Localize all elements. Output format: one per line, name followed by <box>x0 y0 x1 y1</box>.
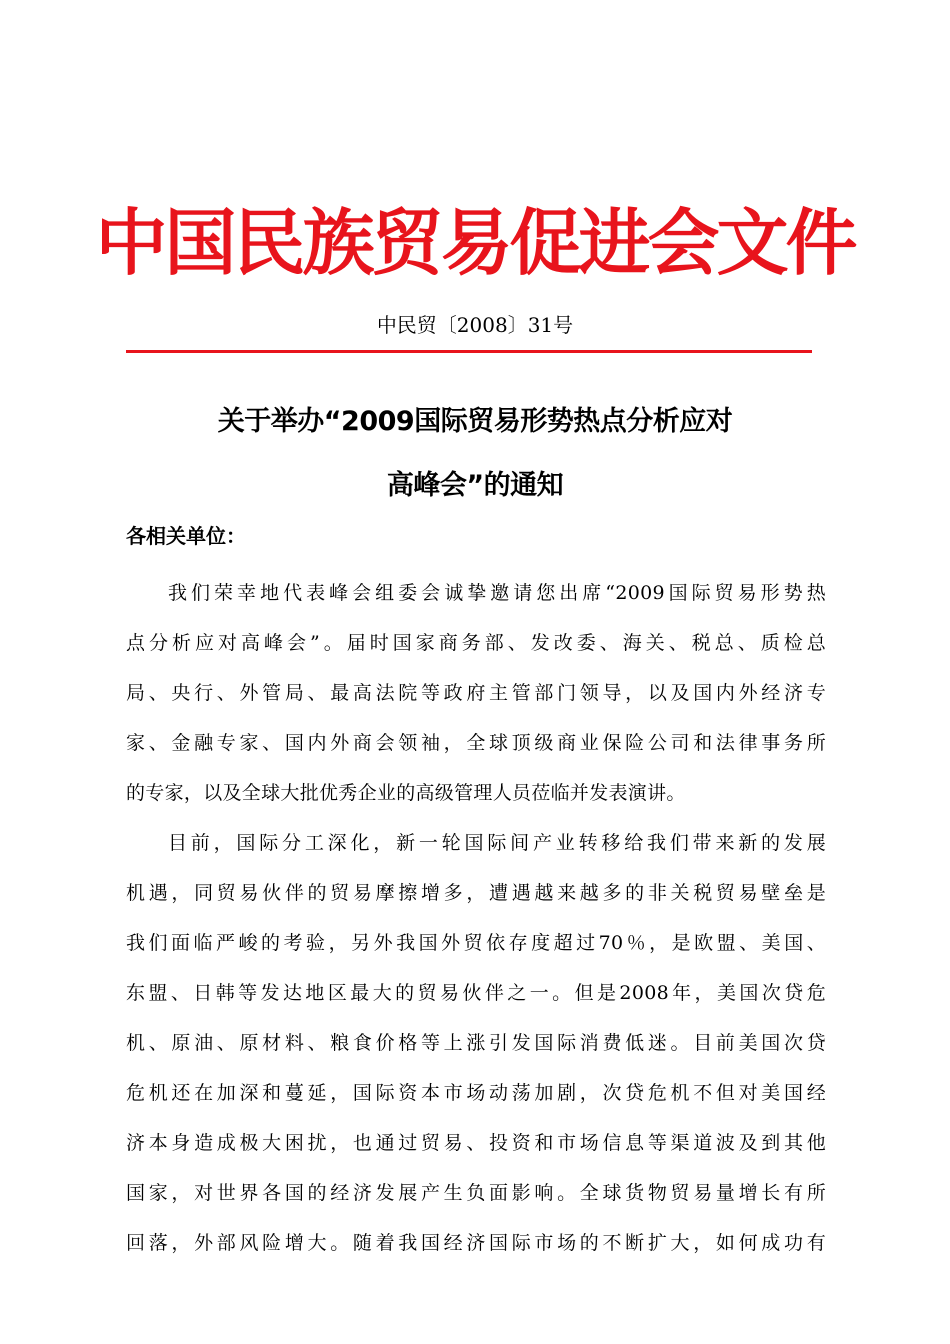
document-number: 中民贸〔2008〕31号 <box>376 313 574 337</box>
header-divider-rule <box>126 350 812 353</box>
body-paragraph-1 <box>126 568 826 818</box>
paragraph-line: 点分析应对高峰会”。届时国家商务部、发改委、海关、税总、质检总 <box>126 632 826 654</box>
paragraph-line: 机、原油、原材料、粮食价格等上涨引发国际消费低迷。目前美国次贷 <box>126 1032 826 1054</box>
paragraph-line: 东盟、日韩等发达地区最大的贸易伙伴之一。但是2008年，美国次贷危 <box>126 982 826 1004</box>
notice-title <box>0 390 950 518</box>
salutation: 各相关单位： <box>126 524 246 548</box>
paragraph-line: 目前，国际分工深化，新一轮国际间产业转移给我们带来新的发展 <box>168 832 826 854</box>
paragraph-line: 危机还在加深和蔓延，国际资本市场动荡加剧，次贷危机不但对美国经 <box>126 1082 826 1104</box>
paragraph-line: 家、金融专家、国内外商会领袖，全球顶级商业保险公司和法律事务所 <box>126 732 826 754</box>
notice-title-line-1: 关于举办“2009国际贸易形势热点分析应对 <box>217 406 733 437</box>
paragraph-line: 机遇，同贸易伙伴的贸易摩擦增多，遭遇越来越多的非关税贸易壁垒是 <box>126 882 826 904</box>
notice-title-line-2: 高峰会”的通知 <box>386 470 564 501</box>
paragraph-line: 我们面临严峻的考验，另外我国外贸依存度超过70％，是欧盟、美国、 <box>126 932 826 954</box>
body-paragraph-2 <box>126 818 826 1268</box>
paragraph-line: 的专家，以及全球大批优秀企业的高级管理人员莅临并发表演讲。 <box>126 782 686 804</box>
paragraph-line: 回落，外部风险增大。随着我国经济国际市场的不断扩大，如何成功有 <box>126 1232 826 1254</box>
paragraph-line: 局、央行、外管局、最高法院等政府主管部门领导，以及国内外经济专 <box>126 682 826 704</box>
paragraph-line: 济本身造成极大困扰，也通过贸易、投资和市场信息等渠道波及到其他 <box>126 1132 826 1154</box>
document-header-title: 中国民族贸易促进会文件 <box>95 200 855 285</box>
paragraph-line: 国家，对世界各国的经济发展产生负面影响。全球货物贸易量增长有所 <box>126 1182 826 1204</box>
paragraph-line: 我们荣幸地代表峰会组委会诚挚邀请您出席“2009国际贸易形势热 <box>168 582 826 604</box>
